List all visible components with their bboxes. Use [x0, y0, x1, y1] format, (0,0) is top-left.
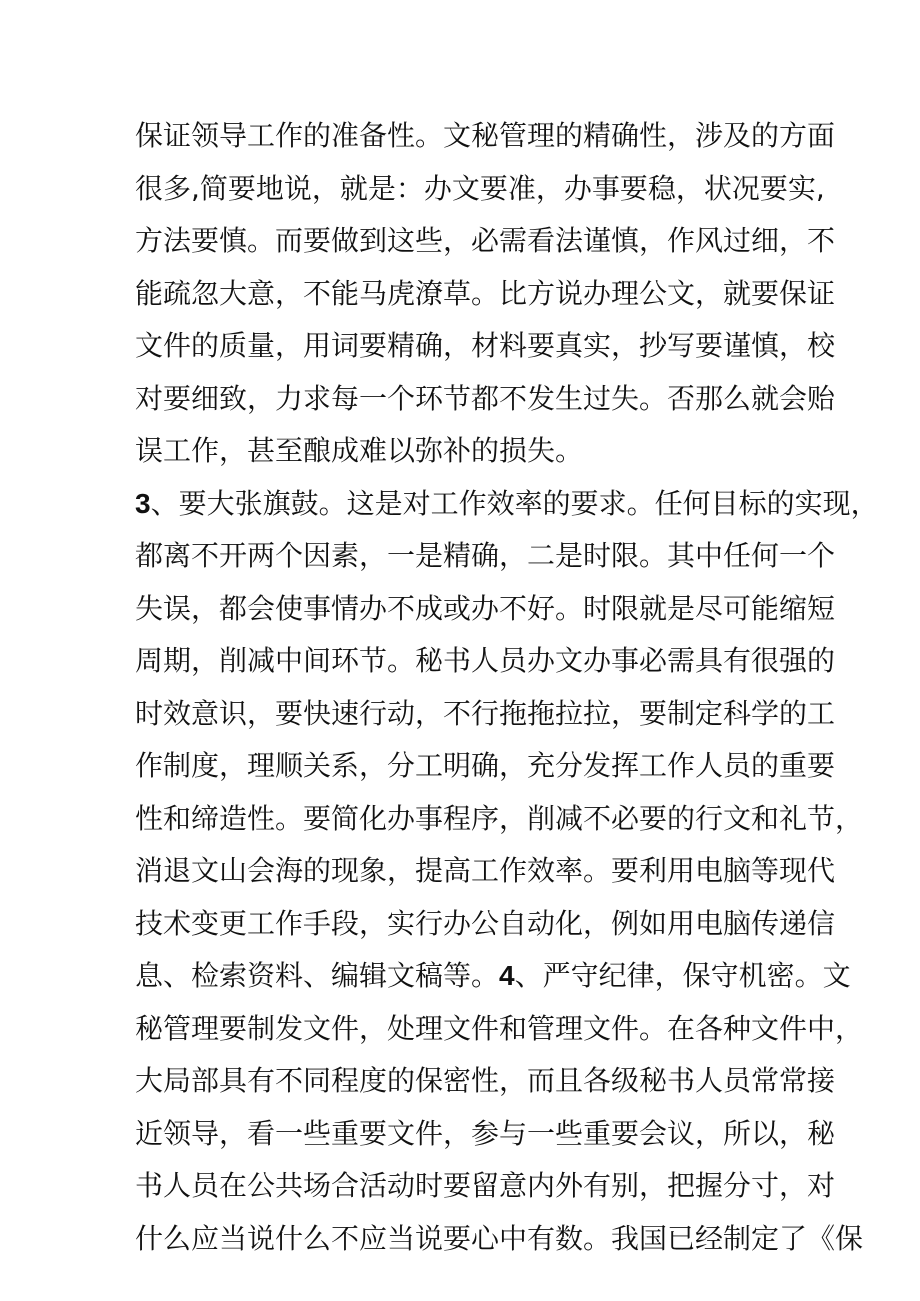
- text-line: 近领导，看一些重要文件，参与一些重要会议，所以，秘: [135, 1116, 836, 1150]
- text-line: 大局部具有不同程度的保密性，而且各级秘书人员常常接: [135, 1064, 836, 1097]
- text-line: 失误，都会使事情办不成或办不好。时限就是尽可能缩短: [135, 591, 836, 625]
- text-line: 都离不开两个因素，一是精确，二是时限。其中任何一个: [135, 539, 836, 572]
- text-line: 3、要大张旗鼓。这是对工作效率的要求。任何目标的实现，: [135, 486, 879, 520]
- text-line: 作制度，理顺关系，分工明确，充分发挥工作人员的重要: [135, 749, 836, 782]
- text-line: 对要细致，力求每一个环节都不发生过失。否那么就会贻: [135, 381, 836, 415]
- text-line: 息、检索资料、编辑文稿等。4、严守纪律，保守机密。文: [135, 959, 851, 992]
- text-line: 文件的质量，用词要精确，材料要真实，抄写要谨慎，校: [135, 329, 836, 362]
- text-line: 方法要慎。而要做到这些，必需看法谨慎，作风过细，不: [135, 224, 836, 257]
- text-line: 时效意识，要快速行动，不行拖拖拉拉，要制定科学的工: [135, 696, 836, 730]
- text-line: 消退文山会海的现象，提高工作效率。要利用电脑等现代: [135, 854, 836, 887]
- text-line: 书人员在公共场合活动时要留意内外有别，把握分寸，对: [135, 1169, 836, 1202]
- text-line: 保证领导工作的准备性。文秘管理的精确性，涉及的方面: [135, 119, 836, 152]
- body-text: [135, 110, 879, 1265]
- text-line: 很多,简要地说，就是：办文要准，办事要稳，状况要实,: [135, 171, 825, 205]
- text-line: 技术变更工作手段，实行办公自动化，例如用电脑传递信: [135, 906, 836, 940]
- section-number: 3: [135, 487, 151, 519]
- section-number: 4: [499, 960, 515, 991]
- text-line: 误工作，甚至酿成难以弥补的损失。: [135, 434, 584, 467]
- text-line: 周期，削减中间环节。秘书人员办文办事必需具有很强的: [135, 644, 836, 677]
- text-line: 能疏忽大意，不能马虎潦草。比方说办理公文，就要保证: [135, 276, 836, 310]
- text-line: 秘管理要制发文件，处理文件和管理文件。在各种文件中，: [135, 1011, 864, 1045]
- text-line: 性和缔造性。要简化办事程序，削减不必要的行文和礼节，: [135, 801, 864, 835]
- text-line: 什么应当说什么不应当说要心中有数。我国已经制定了《保: [135, 1221, 864, 1255]
